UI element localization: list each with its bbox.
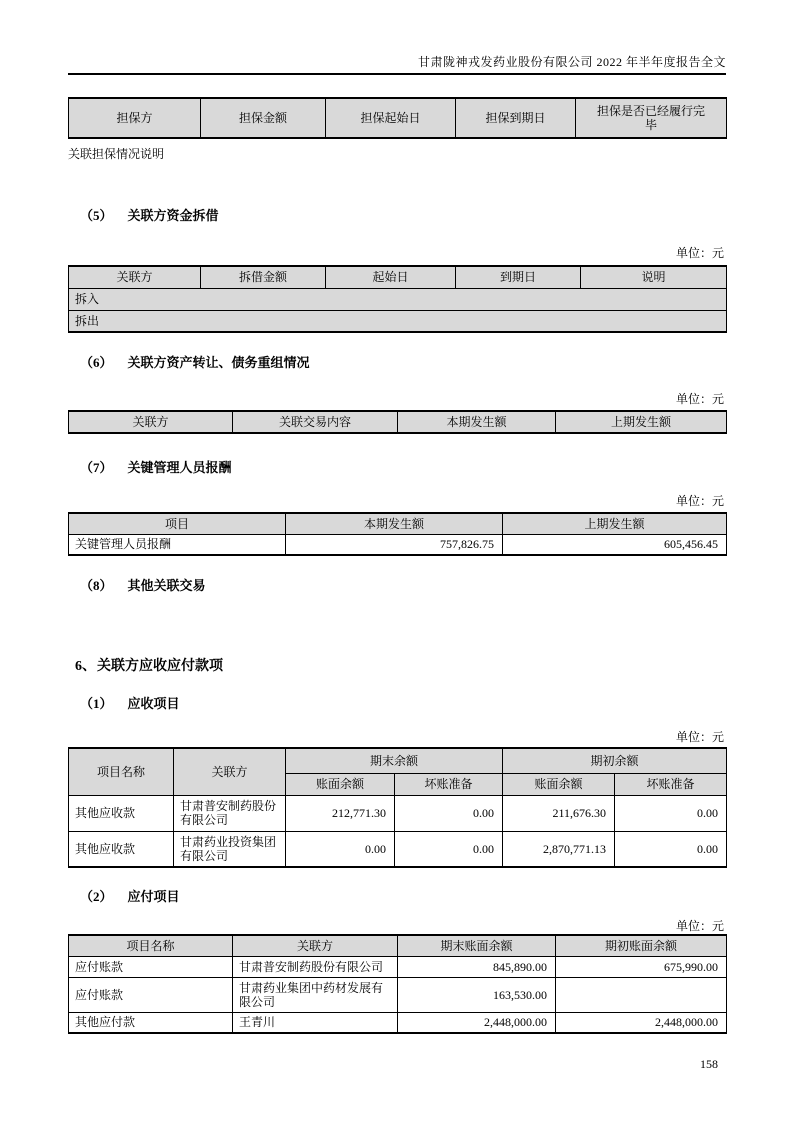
unit-label: 单位：元: [675, 494, 724, 508]
compensation-header-item: 项目: [69, 513, 286, 534]
receivable-beg-book: 2,870,771.13: [503, 831, 615, 867]
guarantee-header-amount: 担保金额: [201, 98, 326, 138]
payable-party: 王青川: [233, 1012, 398, 1033]
table-row: [69, 956, 727, 977]
receivable-end-bad: 0.00: [395, 831, 503, 867]
section-heading-main-6: [75, 657, 726, 676]
table-row: [69, 534, 727, 555]
payable-header-party: 关联方: [233, 935, 398, 956]
receivable-subheader-end-bad: 坏账准备: [395, 773, 503, 795]
table-row: [69, 288, 727, 310]
report-header-title: 甘肃陇神戎发药业股份有限公司 2022 年半年度报告全文: [417, 55, 726, 69]
guarantee-header-fulfilled: [576, 98, 727, 138]
section-heading-8: [80, 577, 726, 595]
compensation-prior-value: 605,456.45: [503, 534, 727, 555]
borrowing-table: [68, 265, 727, 333]
section-title: 关联方应收应付款项: [97, 659, 223, 674]
table-row: [69, 1012, 727, 1033]
table-header-row: [69, 98, 727, 138]
section-heading-2: [80, 888, 726, 906]
receivable-end-book: 0.00: [286, 831, 395, 867]
guarantee-header-end: 担保到期日: [456, 98, 576, 138]
guarantee-table: [68, 97, 727, 139]
payable-end-value: 2,448,000.00: [398, 1012, 556, 1033]
guarantee-header-fulfilled-text: 担保是否已经履行完毕: [596, 104, 705, 132]
transfer-header-content: 关联交易内容: [233, 411, 398, 433]
compensation-item: 关键管理人员报酬: [69, 534, 286, 555]
receivable-beg-bad: 0.00: [615, 831, 727, 867]
borrowing-header-party: 关联方: [69, 266, 201, 288]
receivable-end-bad: 0.00: [395, 795, 503, 831]
unit-label: 单位：元: [675, 246, 724, 260]
section-heading-5: [80, 207, 726, 225]
section-number: （8）: [80, 578, 113, 593]
borrowing-header-end: 到期日: [456, 266, 581, 288]
page-number: 158: [700, 1057, 718, 1071]
payable-header-beg: 期初账面余额: [556, 935, 727, 956]
receivable-party: 甘肃药业投资集团有限公司: [174, 831, 286, 867]
compensation-table: [68, 512, 727, 556]
receivable-header-party: 关联方: [174, 748, 286, 795]
payable-table: [68, 934, 727, 1034]
section-number: （6）: [80, 355, 113, 370]
receivable-subheader-end-book: 账面余额: [286, 773, 395, 795]
receivable-item: 其他应收款: [69, 795, 174, 831]
receivable-header-ending: 期末余额: [286, 748, 503, 773]
receivable-subheader-beg-bad: 坏账准备: [615, 773, 727, 795]
table-row: [69, 831, 727, 867]
unit-label: 单位：元: [675, 392, 724, 406]
guarantee-header-start: 担保起始日: [326, 98, 456, 138]
section-heading-1: [80, 695, 726, 713]
payable-beg-value: 2,448,000.00: [556, 1012, 727, 1033]
section-heading-6: [80, 354, 726, 372]
receivable-item: 其他应收款: [69, 831, 174, 867]
section-title: 应收项目: [127, 696, 180, 711]
table-header-row: [69, 411, 727, 433]
table-header-row: [69, 935, 727, 956]
receivable-header-item: 项目名称: [69, 748, 174, 795]
transfer-header-current: 本期发生额: [398, 411, 556, 433]
transfer-header-prior: 上期发生额: [556, 411, 727, 433]
payable-item: 应付账款: [69, 956, 233, 977]
borrowing-header-start: 起始日: [326, 266, 456, 288]
table-header-row: [69, 513, 727, 534]
section-number: 6、: [75, 659, 96, 674]
guarantee-note: 关联担保情况说明: [68, 147, 165, 161]
payable-item: 应付账款: [69, 977, 233, 1012]
borrowing-header-amount: 拆借金额: [201, 266, 326, 288]
payable-party: 甘肃药业集团中药材发展有限公司: [233, 977, 398, 1012]
borrowing-row-out: 拆出: [69, 310, 727, 332]
table-header-row: [69, 748, 727, 773]
section-heading-7: [80, 459, 726, 477]
unit-label: 单位：元: [675, 730, 724, 744]
transfer-table: [68, 410, 727, 434]
receivable-table: [68, 747, 727, 868]
payable-end-value: 845,890.00: [398, 956, 556, 977]
guarantee-header-party: 担保方: [69, 98, 201, 138]
section-number: （7）: [80, 460, 113, 475]
section-number: （1）: [80, 696, 113, 711]
receivable-end-book: 212,771.30: [286, 795, 395, 831]
payable-header-end: 期末账面余额: [398, 935, 556, 956]
borrowing-row-in: 拆入: [69, 288, 727, 310]
payable-header-item: 项目名称: [69, 935, 233, 956]
table-row: [69, 977, 727, 1012]
compensation-header-prior: 上期发生额: [503, 513, 727, 534]
header-rule: [68, 73, 726, 75]
receivable-beg-bad: 0.00: [615, 795, 727, 831]
compensation-current-value: 757,826.75: [286, 534, 503, 555]
payable-party: 甘肃普安制药股份有限公司: [233, 956, 398, 977]
payable-beg-value: [556, 977, 727, 1012]
payable-item: 其他应付款: [69, 1012, 233, 1033]
table-row: [69, 310, 727, 332]
transfer-header-party: 关联方: [69, 411, 233, 433]
payable-beg-value: 675,990.00: [556, 956, 727, 977]
section-title: 关键管理人员报酬: [127, 460, 232, 475]
section-title: 关联方资金拆借: [127, 208, 219, 223]
receivable-beg-book: 211,676.30: [503, 795, 615, 831]
table-header-row: [69, 266, 727, 288]
section-number: （2）: [80, 889, 113, 904]
section-title: 关联方资产转让、债务重组情况: [127, 355, 310, 370]
receivable-party: 甘肃普安制药股份有限公司: [174, 795, 286, 831]
section-title: 应付项目: [127, 889, 180, 904]
section-title: 其他关联交易: [127, 578, 206, 593]
compensation-header-current: 本期发生额: [286, 513, 503, 534]
unit-label: 单位：元: [675, 919, 724, 933]
table-row: [69, 795, 727, 831]
borrowing-header-note: 说明: [581, 266, 727, 288]
section-number: （5）: [80, 208, 113, 223]
payable-end-value: 163,530.00: [398, 977, 556, 1012]
receivable-subheader-beg-book: 账面余额: [503, 773, 615, 795]
receivable-header-beginning: 期初余额: [503, 748, 727, 773]
